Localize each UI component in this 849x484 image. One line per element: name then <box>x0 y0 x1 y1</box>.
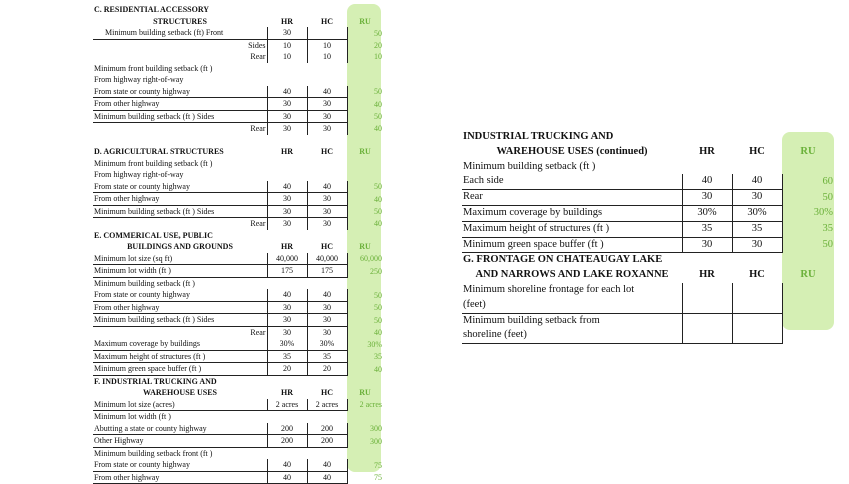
row-label: From state or county highway <box>93 459 267 471</box>
ru-value: RU <box>800 269 816 281</box>
hr-value <box>682 130 732 145</box>
table-row <box>93 471 383 484</box>
ru-value: 40 <box>374 364 382 374</box>
hr-value: HR <box>281 147 293 156</box>
hr-value: 40 <box>267 181 307 193</box>
row-label: From state or county highway <box>93 86 267 98</box>
ru-value: 250 <box>370 266 382 276</box>
hr-value: 200 <box>267 423 307 435</box>
hr-value: 30 <box>267 314 307 327</box>
left-zoning-table <box>93 4 383 484</box>
row-label: Minimum green space buffer (ft ) <box>462 237 682 253</box>
row-label: From state or county highway <box>93 289 267 301</box>
table-row <box>462 313 834 328</box>
hc-value <box>307 230 347 242</box>
hc-value <box>732 253 782 268</box>
row-label: Minimum building setback (ft ) Sides <box>93 205 267 218</box>
table-row <box>93 135 383 147</box>
hr-value: 40 <box>267 471 307 484</box>
row-label: Rear <box>462 190 682 206</box>
hr-value <box>267 169 307 181</box>
ru-value: 30% <box>367 339 382 349</box>
ru-value <box>347 158 383 170</box>
right-zoning-table <box>462 130 834 344</box>
table-row <box>93 63 383 75</box>
row-label: Minimum lot size (acres) <box>93 399 267 411</box>
row-label <box>93 135 267 147</box>
hc-value: 30% <box>307 338 347 350</box>
hc-value <box>307 63 347 75</box>
ru-value <box>782 313 834 328</box>
row-label: From other highway <box>93 193 267 206</box>
hc-value: 10 <box>307 51 347 63</box>
hr-value <box>267 63 307 75</box>
section-heading-row <box>93 230 383 242</box>
hc-value: 10 <box>307 39 347 51</box>
hc-value: 200 <box>307 435 347 448</box>
row-label: Abutting a state or county highway <box>93 423 267 435</box>
column-header-row <box>93 387 383 399</box>
table-row <box>93 399 383 411</box>
row-label: From other highway <box>93 301 267 314</box>
table-row <box>93 459 383 471</box>
ru-value <box>347 74 383 86</box>
ru-value <box>782 283 834 298</box>
ru-value: 35 <box>822 223 833 235</box>
ru-value <box>347 277 383 289</box>
hc-value: 30 <box>307 98 347 111</box>
table-row <box>93 435 383 448</box>
ru-value <box>347 135 383 147</box>
row-label: Maximum height of structures (ft ) <box>462 221 682 237</box>
hc-value <box>307 447 347 459</box>
hc-value <box>732 283 782 298</box>
hr-value: 30 <box>267 27 307 39</box>
hc-value: 30 <box>307 314 347 327</box>
row-label: From state or county highway <box>93 181 267 193</box>
table-row <box>93 218 383 230</box>
hc-value: 20 <box>307 363 347 376</box>
ru-value <box>782 328 834 343</box>
hr-value <box>682 313 732 328</box>
hr-value: 35 <box>267 350 307 363</box>
ru-value: 20 <box>374 40 382 50</box>
row-label: Minimum building setback (ft) Front <box>93 27 267 39</box>
table-row <box>93 301 383 314</box>
hr-value <box>267 4 307 16</box>
hr-value: 30 <box>267 98 307 111</box>
table-row <box>93 27 383 39</box>
table-row <box>93 86 383 98</box>
hr-value: HR <box>281 16 293 26</box>
table-row <box>462 283 834 298</box>
table-row <box>93 158 383 170</box>
hr-value: 35 <box>682 221 732 237</box>
hr-value: 30 <box>267 205 307 218</box>
hr-value <box>682 328 732 343</box>
table-row <box>93 193 383 206</box>
ru-value: 40 <box>374 194 382 204</box>
row-label: WAREHOUSE USES <box>142 388 218 397</box>
row-label: Minimum building setback (ft ) <box>463 160 596 172</box>
hc-value <box>307 4 347 16</box>
table-row <box>93 169 383 181</box>
column-header-row <box>462 145 834 160</box>
hr-value: 40,000 <box>267 253 307 265</box>
hr-value <box>682 283 732 298</box>
table-row <box>93 51 383 63</box>
ru-value: 60,000 <box>360 254 382 263</box>
hr-value: 30% <box>267 338 307 350</box>
section-heading-row <box>462 253 834 268</box>
table-row <box>93 326 383 338</box>
hc-value: 40 <box>307 86 347 98</box>
table-row <box>93 289 383 301</box>
ru-value: 35 <box>374 352 382 361</box>
ru-value: 50 <box>374 207 382 216</box>
hc-value: HC <box>321 16 333 26</box>
hc-value: 30 <box>307 326 347 338</box>
row-label: G. FRONTAGE ON CHATEAUGAY LAKE <box>463 254 663 266</box>
ru-value: 40 <box>374 327 382 337</box>
hc-value: 175 <box>307 265 347 278</box>
table-row <box>93 277 383 289</box>
hc-value <box>307 169 347 181</box>
hr-value: 40 <box>267 86 307 98</box>
ru-value: RU <box>800 145 816 157</box>
row-label: STRUCTURES <box>153 16 207 26</box>
ru-value <box>347 63 383 75</box>
hr-value <box>682 298 732 313</box>
row-label: Minimum building setback (ft ) Sides <box>93 110 267 123</box>
hr-value <box>267 447 307 459</box>
hr-value: 40 <box>682 174 732 189</box>
hr-value: HR <box>281 242 293 251</box>
ru-value <box>782 160 834 175</box>
section-heading-row <box>93 4 383 16</box>
hc-value <box>307 158 347 170</box>
row-label: C. RESIDENTIAL ACCESSORY <box>94 5 210 14</box>
ru-value: RU <box>359 242 371 251</box>
row-label: Maximum coverage by buildings <box>462 205 682 221</box>
hr-value: 30 <box>267 301 307 314</box>
column-header-row <box>93 241 383 253</box>
ru-value <box>347 169 383 181</box>
hr-value <box>267 411 307 423</box>
row-label: Minimum lot size (sq ft) <box>93 253 267 265</box>
hr-value: 40 <box>267 289 307 301</box>
row-label: Minimum shoreline frontage for each lot <box>463 283 635 295</box>
ru-value: RU <box>359 16 371 26</box>
hr-value: 40 <box>267 459 307 471</box>
ru-value <box>782 253 834 268</box>
hr-value: 200 <box>267 435 307 448</box>
hc-value: 35 <box>732 221 782 237</box>
ru-value: 50 <box>374 28 382 38</box>
hr-value: 30 <box>267 110 307 123</box>
hr-value: HR <box>281 388 293 397</box>
hc-value: 30 <box>307 193 347 206</box>
hr-value: 10 <box>267 39 307 51</box>
row-label: BUILDINGS AND GROUNDS <box>127 242 233 251</box>
hc-value <box>307 27 347 39</box>
ru-value: 50 <box>822 191 833 203</box>
hc-value: 40 <box>307 181 347 193</box>
ru-value: 50 <box>374 303 382 312</box>
hc-value: 40 <box>307 459 347 471</box>
right-table-panel <box>462 130 834 341</box>
row-label: Minimum front building setback (ft ) <box>94 63 213 73</box>
table-row <box>93 205 383 218</box>
hr-value <box>267 230 307 242</box>
row-label: Minimum building setback (ft ) Sides <box>93 314 267 327</box>
hc-value: 40 <box>307 289 347 301</box>
table-row <box>93 411 383 423</box>
hc-value <box>307 411 347 423</box>
table-row <box>462 205 834 221</box>
row-label: INDUSTRIAL TRUCKING AND <box>463 131 614 142</box>
row-label: From other highway <box>93 471 267 484</box>
table-row <box>462 298 834 313</box>
hr-value <box>267 135 307 147</box>
table-row <box>93 123 383 135</box>
hr-value <box>267 375 307 387</box>
hc-value: 35 <box>307 350 347 363</box>
hc-value: HC <box>321 147 333 156</box>
table-row <box>93 350 383 363</box>
table-row <box>93 110 383 123</box>
hc-value <box>307 375 347 387</box>
hc-value: 30 <box>307 123 347 135</box>
table-row <box>93 338 383 350</box>
hc-value: HC <box>749 145 765 157</box>
ru-value <box>782 130 834 145</box>
column-header-row <box>93 16 383 28</box>
ru-value: 50 <box>822 239 833 251</box>
row-label: WAREHOUSE USES (continued) <box>496 145 648 157</box>
row-label: Rear <box>250 124 266 133</box>
row-label: Maximum height of structures (ft ) <box>93 350 267 363</box>
ru-value: 40 <box>374 99 382 109</box>
hr-value <box>682 253 732 268</box>
row-label: Minimum lot width (ft ) <box>93 265 267 278</box>
table-row <box>93 265 383 278</box>
table-row <box>93 74 383 86</box>
hr-value: 30 <box>267 326 307 338</box>
hr-value: 30 <box>267 218 307 230</box>
column-header-row <box>462 268 834 283</box>
hc-value: 40 <box>732 174 782 189</box>
hc-value: 30 <box>307 301 347 314</box>
hc-value <box>732 160 782 175</box>
table-row <box>462 160 834 175</box>
row-label: Rear <box>250 219 266 228</box>
hr-value: 2 acres <box>267 399 307 411</box>
section-heading-row <box>462 130 834 145</box>
row-label: F. INDUSTRIAL TRUCKING AND <box>94 376 217 386</box>
row-label: Other Highway <box>93 435 267 448</box>
ru-value: 60 <box>822 175 833 187</box>
table-row <box>93 447 383 459</box>
section-heading-row <box>93 146 383 158</box>
section-heading-row <box>93 375 383 387</box>
row-label: Minimum building setback front (ft ) <box>94 448 213 458</box>
ru-value: RU <box>359 147 371 156</box>
row-label: Minimum front building setback (ft ) <box>94 158 213 168</box>
hc-value: 40 <box>307 471 347 484</box>
hr-value: 30 <box>267 123 307 135</box>
hr-value: 20 <box>267 363 307 376</box>
hc-value <box>732 130 782 145</box>
hr-value: 175 <box>267 265 307 278</box>
ru-value <box>347 447 383 459</box>
table-row <box>462 221 834 237</box>
hc-value: 30 <box>307 205 347 218</box>
hc-value <box>307 74 347 86</box>
hc-value: 30 <box>732 190 782 206</box>
table-row <box>93 363 383 376</box>
hr-value: 10 <box>267 51 307 63</box>
hr-value: 30 <box>267 193 307 206</box>
hc-value <box>307 277 347 289</box>
ru-value: 50 <box>374 290 382 300</box>
table-row <box>93 423 383 435</box>
row-label: Rear <box>250 52 266 61</box>
row-label: shoreline (feet) <box>462 328 682 343</box>
ru-value <box>347 375 383 387</box>
hc-value: 200 <box>307 423 347 435</box>
table-row <box>93 98 383 111</box>
ru-value <box>782 298 834 313</box>
table-row <box>462 174 834 189</box>
row-label: (feet) <box>462 298 682 313</box>
row-label: E. COMMERICAL USE, PUBLIC <box>94 230 213 240</box>
hr-value <box>267 277 307 289</box>
table-row <box>93 253 383 265</box>
hc-value <box>732 298 782 313</box>
hc-value: HC <box>321 388 333 397</box>
hc-value <box>732 328 782 343</box>
hr-value <box>267 158 307 170</box>
row-label: From highway right-of-way <box>94 170 184 179</box>
row-label: D. AGRICULTURAL STRUCTURES <box>94 147 224 156</box>
table-row <box>93 39 383 51</box>
ru-value: 75 <box>374 460 382 470</box>
table-row <box>93 314 383 327</box>
ru-value: 40 <box>374 124 382 133</box>
hc-value: 30 <box>732 237 782 253</box>
row-label: Sides <box>248 40 266 50</box>
row-label: Each side <box>462 174 682 189</box>
hc-value: 30% <box>732 205 782 221</box>
row-label: AND NARROWS AND LAKE ROXANNE <box>475 269 669 281</box>
row-label: From highway right-of-way <box>94 75 184 84</box>
table-row <box>462 328 834 343</box>
row-label: Maximum coverage by buildings <box>93 338 267 350</box>
row-label: From other highway <box>93 98 267 111</box>
table-row <box>93 181 383 193</box>
ru-value: 50 <box>374 315 382 325</box>
hr-value: HR <box>699 145 715 157</box>
ru-value: 75 <box>374 473 382 482</box>
table-row <box>462 190 834 206</box>
ru-value <box>347 4 383 16</box>
ru-value: 50 <box>374 112 382 121</box>
hc-value <box>732 313 782 328</box>
ru-value <box>347 230 383 242</box>
ru-value: 300 <box>370 436 382 446</box>
hc-value: 2 acres <box>307 399 347 411</box>
hc-value <box>307 135 347 147</box>
ru-value: 2 acres <box>359 400 382 409</box>
hc-value: HC <box>749 269 765 281</box>
hr-value: 30 <box>682 237 732 253</box>
row-label: Minimum building setback (ft ) <box>94 278 195 288</box>
left-table-panel <box>93 4 383 482</box>
ru-value: 40 <box>374 219 382 228</box>
row-label: Minimum building setback from <box>463 314 600 326</box>
row-label: Minimum lot width (ft ) <box>94 412 171 421</box>
hr-value <box>267 74 307 86</box>
hr-value: HR <box>699 269 715 281</box>
hr-value <box>682 160 732 175</box>
ru-value: 300 <box>370 424 382 433</box>
row-label: Minimum green space buffer (ft ) <box>93 363 267 376</box>
hr-value: 30% <box>682 205 732 221</box>
hc-value: HC <box>321 242 333 251</box>
ru-value <box>347 411 383 423</box>
ru-value: RU <box>359 388 371 397</box>
ru-value: 50 <box>374 182 382 191</box>
hr-value: 30 <box>682 190 732 206</box>
ru-value: 10 <box>374 52 382 61</box>
ru-value: 30% <box>813 207 833 219</box>
table-row <box>462 237 834 253</box>
row-label: Rear <box>250 327 266 337</box>
ru-value: 50 <box>374 87 382 96</box>
hc-value: 30 <box>307 110 347 123</box>
hc-value: 30 <box>307 218 347 230</box>
hc-value: 40,000 <box>307 253 347 265</box>
